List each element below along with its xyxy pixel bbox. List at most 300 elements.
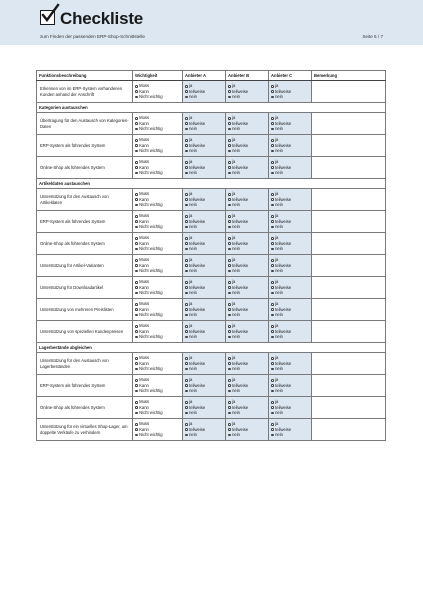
importance-option-label: Kann: [139, 164, 149, 170]
radio-icon[interactable]: [185, 96, 188, 99]
importance-option-label: Muss: [139, 213, 150, 219]
radio-icon[interactable]: [228, 117, 231, 120]
importance-option-label: Muss: [139, 257, 150, 263]
radio-icon[interactable]: [185, 85, 188, 88]
radio-icon[interactable]: [185, 368, 188, 371]
radio-icon[interactable]: [185, 401, 188, 404]
function-description: Unterstützung von mehreren Preislisten: [37, 299, 133, 321]
radio-icon[interactable]: [228, 144, 231, 147]
importance-cell: [133, 189, 183, 211]
vendor-c-option-label: ja: [275, 83, 279, 89]
importance-option-label: Nicht wichtig: [139, 334, 163, 340]
radio-icon[interactable]: [228, 423, 231, 426]
radio-icon[interactable]: [185, 330, 188, 333]
importance-option[interactable]: [135, 410, 180, 415]
radio-icon[interactable]: [185, 237, 188, 240]
importance-option-label: Kann: [139, 240, 149, 246]
vendor-a-cell: [183, 157, 226, 179]
radio-icon[interactable]: [271, 166, 274, 169]
radio-icon[interactable]: [135, 144, 138, 147]
vendor-c-option[interactable]: [271, 366, 309, 371]
radio-icon[interactable]: [228, 368, 231, 371]
radio-icon[interactable]: [135, 270, 138, 273]
radio-icon[interactable]: [228, 193, 231, 196]
vendor-b-option[interactable]: [228, 224, 266, 229]
function-description: Unterstützung von speziellen Kundenpreisen: [37, 321, 133, 343]
vendor-c-option[interactable]: [271, 388, 309, 393]
radio-icon[interactable]: [135, 330, 138, 333]
table-body: [37, 81, 386, 441]
importance-option[interactable]: [135, 334, 180, 339]
radio-icon[interactable]: [185, 122, 188, 125]
radio-icon[interactable]: [228, 248, 231, 251]
radio-icon[interactable]: [135, 198, 138, 201]
radio-icon[interactable]: [135, 292, 138, 295]
radio-icon[interactable]: [228, 242, 231, 245]
radio-icon[interactable]: [135, 117, 138, 120]
radio-icon[interactable]: [185, 264, 188, 267]
importance-cell: [133, 157, 183, 179]
vendor-b-option[interactable]: [228, 148, 266, 153]
radio-icon[interactable]: [185, 384, 188, 387]
radio-icon[interactable]: [185, 325, 188, 328]
radio-icon[interactable]: [185, 428, 188, 431]
radio-icon[interactable]: [185, 128, 188, 131]
radio-icon[interactable]: [228, 281, 231, 284]
radio-icon[interactable]: [185, 144, 188, 147]
radio-icon[interactable]: [228, 330, 231, 333]
radio-icon[interactable]: [271, 90, 274, 93]
vendor-c-option[interactable]: [271, 126, 309, 131]
vendor-c-option[interactable]: [271, 290, 309, 295]
radio-icon[interactable]: [228, 428, 231, 431]
remark-cell[interactable]: [312, 189, 386, 211]
importance-option[interactable]: [135, 94, 180, 99]
vendor-c-option-label: teilweise: [275, 262, 292, 268]
radio-icon[interactable]: [185, 308, 188, 311]
radio-icon[interactable]: [185, 139, 188, 142]
radio-icon[interactable]: [135, 128, 138, 131]
vendor-a-option[interactable]: [185, 126, 223, 131]
vendor-a-option[interactable]: [185, 224, 223, 229]
vendor-b-option[interactable]: [228, 290, 266, 295]
vendor-c-option[interactable]: [271, 268, 309, 273]
radio-icon[interactable]: [271, 226, 274, 229]
radio-icon[interactable]: [135, 336, 138, 339]
vendor-b-option[interactable]: [228, 170, 266, 175]
radio-icon[interactable]: [228, 286, 231, 289]
vendor-b-option-label: teilweise: [232, 218, 249, 224]
page-title: Checkliste: [60, 9, 144, 28]
radio-icon[interactable]: [271, 308, 274, 311]
vendor-c-option-label: teilweise: [275, 382, 292, 388]
function-description: Online-Shop als führendes System: [37, 233, 133, 255]
radio-icon[interactable]: [228, 96, 231, 99]
radio-icon[interactable]: [135, 325, 138, 328]
vendor-b-option[interactable]: [228, 366, 266, 371]
remark-cell[interactable]: [312, 321, 386, 343]
remark-cell[interactable]: [312, 113, 386, 135]
radio-icon[interactable]: [135, 401, 138, 404]
radio-icon[interactable]: [271, 428, 274, 431]
importance-option[interactable]: [135, 366, 180, 371]
vendor-a-option[interactable]: [185, 170, 223, 175]
vendor-b-option[interactable]: [228, 268, 266, 273]
radio-icon[interactable]: [271, 237, 274, 240]
radio-icon[interactable]: [185, 172, 188, 175]
radio-icon[interactable]: [185, 193, 188, 196]
radio-icon[interactable]: [185, 117, 188, 120]
radio-icon[interactable]: [135, 85, 138, 88]
radio-icon[interactable]: [228, 259, 231, 262]
radio-icon[interactable]: [271, 204, 274, 207]
radio-icon[interactable]: [185, 434, 188, 437]
radio-icon[interactable]: [135, 204, 138, 207]
radio-icon[interactable]: [228, 215, 231, 218]
radio-icon[interactable]: [185, 281, 188, 284]
radio-icon[interactable]: [228, 128, 231, 131]
radio-icon[interactable]: [185, 423, 188, 426]
importance-option[interactable]: [135, 202, 180, 207]
vendor-c-option-label: nein: [275, 388, 284, 394]
radio-icon[interactable]: [271, 270, 274, 273]
function-description: Erkennen von im ERP-System vorhandenen Kunden anhand der Anschrift: [37, 81, 133, 103]
radio-icon[interactable]: [228, 357, 231, 360]
vendor-c-option[interactable]: [271, 94, 309, 99]
radio-icon[interactable]: [185, 226, 188, 229]
radio-icon[interactable]: [135, 314, 138, 317]
radio-icon[interactable]: [135, 384, 138, 387]
radio-icon[interactable]: [135, 242, 138, 245]
importance-option[interactable]: [135, 268, 180, 273]
radio-icon[interactable]: [185, 379, 188, 382]
radio-icon[interactable]: [271, 286, 274, 289]
vendor-c-option[interactable]: [271, 432, 309, 437]
remark-cell[interactable]: [312, 277, 386, 299]
vendor-c-option-label: ja: [275, 191, 279, 197]
radio-icon[interactable]: [228, 139, 231, 142]
vendor-b-option[interactable]: [228, 388, 266, 393]
radio-icon[interactable]: [135, 215, 138, 218]
radio-icon[interactable]: [185, 198, 188, 201]
radio-icon[interactable]: [271, 390, 274, 393]
radio-icon[interactable]: [271, 198, 274, 201]
section-title: Artikeldaten austauschen: [37, 179, 386, 189]
radio-icon[interactable]: [271, 325, 274, 328]
vendor-c-option-label: teilweise: [275, 404, 292, 410]
vendor-a-option[interactable]: [185, 268, 223, 273]
vendor-a-option-label: teilweise: [189, 240, 206, 246]
radio-icon[interactable]: [271, 357, 274, 360]
vendor-b-option[interactable]: [228, 410, 266, 415]
vendor-c-option[interactable]: [271, 334, 309, 339]
radio-icon[interactable]: [271, 215, 274, 218]
radio-icon[interactable]: [228, 390, 231, 393]
table-row: [37, 135, 386, 157]
radio-icon[interactable]: [135, 161, 138, 164]
radio-icon[interactable]: [271, 161, 274, 164]
radio-icon[interactable]: [185, 166, 188, 169]
radio-icon[interactable]: [228, 412, 231, 415]
table-row: [37, 81, 386, 103]
radio-icon[interactable]: [185, 390, 188, 393]
vendor-a-option-label: teilweise: [189, 404, 206, 410]
radio-icon[interactable]: [271, 384, 274, 387]
importance-option[interactable]: [135, 224, 180, 229]
radio-icon[interactable]: [228, 379, 231, 382]
radio-icon[interactable]: [271, 406, 274, 409]
radio-icon[interactable]: [271, 423, 274, 426]
radio-icon[interactable]: [271, 336, 274, 339]
vendor-c-option[interactable]: [271, 410, 309, 415]
radio-icon[interactable]: [228, 220, 231, 223]
vendor-a-option[interactable]: [185, 366, 223, 371]
radio-icon[interactable]: [228, 314, 231, 317]
radio-icon[interactable]: [185, 248, 188, 251]
radio-icon[interactable]: [228, 161, 231, 164]
radio-icon[interactable]: [228, 150, 231, 153]
importance-option-label: Muss: [139, 137, 150, 143]
importance-option[interactable]: [135, 312, 180, 317]
vendor-a-option[interactable]: [185, 290, 223, 295]
radio-icon[interactable]: [135, 237, 138, 240]
page-subtitle: zum Finden der passenden ERP-Shop-Schnittstelle: [40, 34, 145, 39]
vendor-b-option-label: teilweise: [232, 284, 249, 290]
radio-icon[interactable]: [135, 286, 138, 289]
vendor-b-option[interactable]: [228, 202, 266, 207]
radio-icon[interactable]: [135, 122, 138, 125]
radio-icon[interactable]: [185, 90, 188, 93]
radio-icon[interactable]: [271, 264, 274, 267]
radio-icon[interactable]: [135, 379, 138, 382]
radio-icon[interactable]: [271, 379, 274, 382]
radio-icon[interactable]: [135, 357, 138, 360]
radio-icon[interactable]: [135, 308, 138, 311]
radio-icon[interactable]: [185, 336, 188, 339]
radio-icon[interactable]: [185, 220, 188, 223]
radio-icon[interactable]: [135, 172, 138, 175]
radio-icon[interactable]: [135, 193, 138, 196]
radio-icon[interactable]: [228, 292, 231, 295]
vendor-b-option[interactable]: [228, 432, 266, 437]
radio-icon[interactable]: [228, 406, 231, 409]
radio-icon[interactable]: [185, 161, 188, 164]
radio-icon[interactable]: [135, 362, 138, 365]
radio-icon[interactable]: [271, 144, 274, 147]
radio-icon[interactable]: [228, 85, 231, 88]
radio-icon[interactable]: [228, 204, 231, 207]
vendor-b-option-label: ja: [232, 191, 236, 197]
importance-option[interactable]: [135, 170, 180, 175]
radio-icon[interactable]: [271, 122, 274, 125]
radio-icon[interactable]: [228, 237, 231, 240]
table-row: [37, 277, 386, 299]
vendor-b-option[interactable]: [228, 334, 266, 339]
vendor-c-option[interactable]: [271, 202, 309, 207]
vendor-c-option-label: nein: [275, 246, 284, 252]
remark-cell[interactable]: [312, 157, 386, 179]
radio-icon[interactable]: [228, 434, 231, 437]
radio-icon[interactable]: [185, 215, 188, 218]
radio-icon[interactable]: [228, 270, 231, 273]
radio-icon[interactable]: [185, 259, 188, 262]
radio-icon[interactable]: [135, 96, 138, 99]
remark-cell[interactable]: [312, 419, 386, 441]
vendor-b-option-label: ja: [232, 257, 236, 263]
radio-icon[interactable]: [135, 220, 138, 223]
vendor-c-option[interactable]: [271, 170, 309, 175]
vendor-b-option-label: ja: [232, 159, 236, 165]
radio-icon[interactable]: [228, 362, 231, 365]
radio-icon[interactable]: [228, 90, 231, 93]
remark-cell[interactable]: [312, 353, 386, 375]
importance-option[interactable]: [135, 246, 180, 251]
radio-icon[interactable]: [271, 242, 274, 245]
radio-icon[interactable]: [271, 330, 274, 333]
radio-icon[interactable]: [271, 362, 274, 365]
vendor-c-option-label: teilweise: [275, 164, 292, 170]
radio-icon[interactable]: [271, 85, 274, 88]
radio-icon[interactable]: [228, 303, 231, 306]
radio-icon[interactable]: [271, 117, 274, 120]
importance-option[interactable]: [135, 148, 180, 153]
remark-cell[interactable]: [312, 299, 386, 321]
radio-icon[interactable]: [271, 150, 274, 153]
remark-cell[interactable]: [312, 211, 386, 233]
radio-icon[interactable]: [135, 90, 138, 93]
radio-icon[interactable]: [271, 139, 274, 142]
radio-icon[interactable]: [135, 390, 138, 393]
radio-icon[interactable]: [185, 406, 188, 409]
radio-icon[interactable]: [185, 204, 188, 207]
vendor-c-option-label: teilweise: [275, 142, 292, 148]
radio-icon[interactable]: [185, 314, 188, 317]
radio-icon[interactable]: [271, 292, 274, 295]
radio-icon[interactable]: [271, 248, 274, 251]
vendor-b-option[interactable]: [228, 126, 266, 131]
vendor-b-option-label: ja: [232, 323, 236, 329]
vendor-a-option[interactable]: [185, 334, 223, 339]
radio-icon[interactable]: [135, 259, 138, 262]
col-header-vendor-b: Anbieter B: [226, 71, 269, 81]
radio-icon[interactable]: [271, 220, 274, 223]
radio-icon[interactable]: [135, 226, 138, 229]
radio-icon[interactable]: [271, 259, 274, 262]
radio-icon[interactable]: [135, 406, 138, 409]
vendor-a-option[interactable]: [185, 388, 223, 393]
radio-icon[interactable]: [228, 264, 231, 267]
vendor-c-option[interactable]: [271, 148, 309, 153]
radio-icon[interactable]: [135, 166, 138, 169]
radio-icon[interactable]: [185, 286, 188, 289]
radio-icon[interactable]: [185, 357, 188, 360]
vendor-c-option[interactable]: [271, 224, 309, 229]
importance-option-label: Nicht wichtig: [139, 202, 163, 208]
importance-option[interactable]: [135, 290, 180, 295]
radio-icon[interactable]: [135, 281, 138, 284]
radio-icon[interactable]: [228, 172, 231, 175]
radio-icon[interactable]: [271, 96, 274, 99]
radio-icon[interactable]: [228, 336, 231, 339]
radio-icon[interactable]: [228, 401, 231, 404]
radio-icon[interactable]: [228, 384, 231, 387]
importance-option[interactable]: [135, 388, 180, 393]
vendor-a-option[interactable]: [185, 148, 223, 153]
importance-option[interactable]: [135, 432, 180, 437]
vendor-a-option[interactable]: [185, 312, 223, 317]
radio-icon[interactable]: [271, 412, 274, 415]
radio-icon[interactable]: [271, 368, 274, 371]
vendor-a-option-label: nein: [189, 224, 198, 230]
radio-icon[interactable]: [135, 434, 138, 437]
radio-icon[interactable]: [135, 139, 138, 142]
vendor-b-option[interactable]: [228, 94, 266, 99]
remark-cell[interactable]: [312, 255, 386, 277]
radio-icon[interactable]: [185, 412, 188, 415]
vendor-c-option[interactable]: [271, 312, 309, 317]
remark-cell[interactable]: [312, 135, 386, 157]
radio-icon[interactable]: [271, 281, 274, 284]
radio-icon[interactable]: [228, 308, 231, 311]
radio-icon[interactable]: [228, 166, 231, 169]
radio-icon[interactable]: [185, 303, 188, 306]
vendor-a-option-label: nein: [189, 170, 198, 176]
radio-icon[interactable]: [135, 368, 138, 371]
radio-icon[interactable]: [271, 401, 274, 404]
radio-icon[interactable]: [271, 128, 274, 131]
radio-icon[interactable]: [228, 122, 231, 125]
vendor-a-option[interactable]: [185, 202, 223, 207]
radio-icon[interactable]: [135, 428, 138, 431]
radio-icon[interactable]: [135, 264, 138, 267]
remark-cell[interactable]: [312, 375, 386, 397]
vendor-c-option-label: ja: [275, 323, 279, 329]
radio-icon[interactable]: [271, 303, 274, 306]
radio-icon[interactable]: [228, 198, 231, 201]
radio-icon[interactable]: [135, 303, 138, 306]
vendor-b-option[interactable]: [228, 246, 266, 251]
vendor-c-option[interactable]: [271, 246, 309, 251]
importance-option[interactable]: [135, 126, 180, 131]
radio-icon[interactable]: [135, 412, 138, 415]
vendor-a-option[interactable]: [185, 410, 223, 415]
importance-cell: [133, 397, 183, 419]
radio-icon[interactable]: [135, 150, 138, 153]
radio-icon[interactable]: [271, 193, 274, 196]
vendor-a-option[interactable]: [185, 94, 223, 99]
radio-icon[interactable]: [135, 248, 138, 251]
radio-icon[interactable]: [228, 226, 231, 229]
remark-cell[interactable]: [312, 397, 386, 419]
radio-icon[interactable]: [228, 325, 231, 328]
radio-icon[interactable]: [135, 423, 138, 426]
radio-icon[interactable]: [185, 242, 188, 245]
remark-cell[interactable]: [312, 233, 386, 255]
vendor-a-option[interactable]: [185, 432, 223, 437]
radio-icon[interactable]: [185, 150, 188, 153]
radio-icon[interactable]: [271, 172, 274, 175]
radio-icon[interactable]: [271, 434, 274, 437]
radio-icon[interactable]: [185, 270, 188, 273]
vendor-b-option[interactable]: [228, 312, 266, 317]
vendor-a-option[interactable]: [185, 246, 223, 251]
radio-icon[interactable]: [185, 362, 188, 365]
radio-icon[interactable]: [271, 314, 274, 317]
remark-cell[interactable]: [312, 81, 386, 103]
vendor-b-cell: [226, 135, 269, 157]
radio-icon[interactable]: [185, 292, 188, 295]
vendor-a-option-label: teilweise: [189, 306, 206, 312]
